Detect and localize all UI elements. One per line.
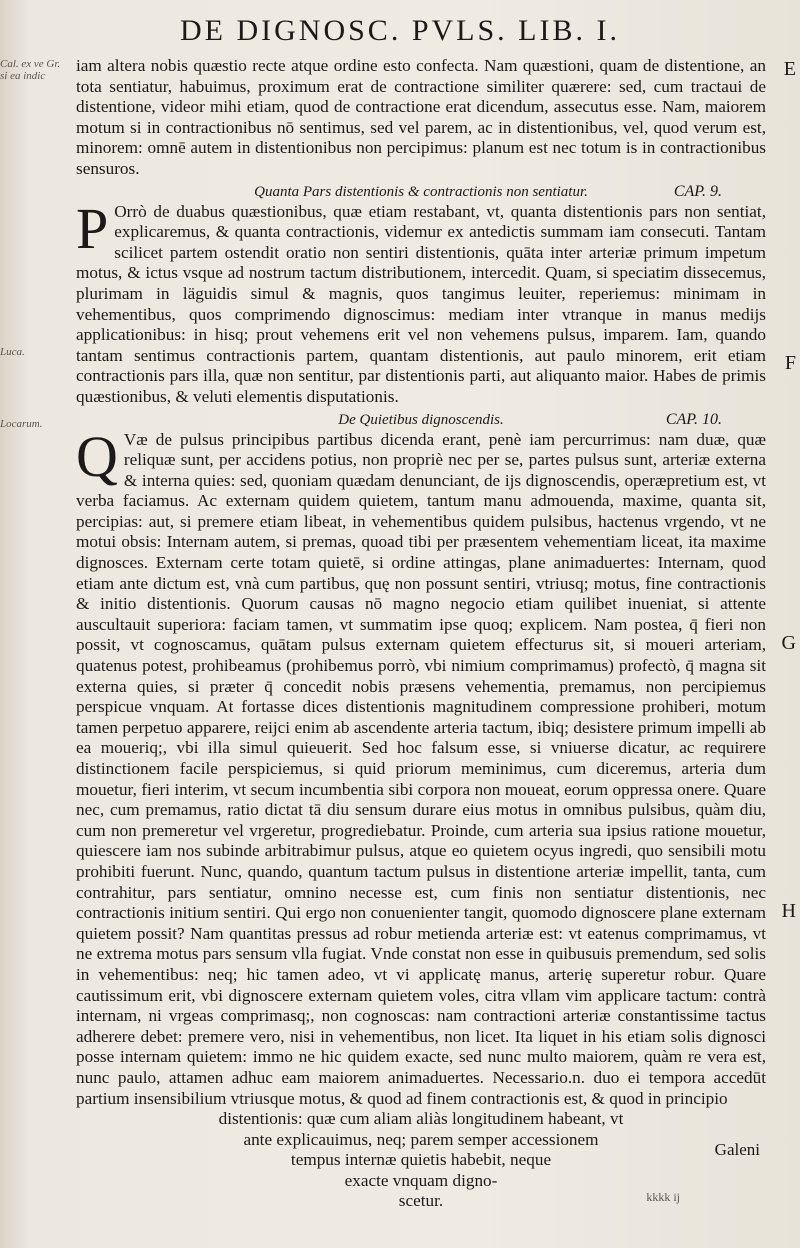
margin-note-1: Cal. ex ve Gr. si ea indic (0, 58, 61, 82)
chapter-10-heading: De Quietibus dignoscendis. (338, 411, 504, 428)
chapter-9-heading: Quanta Pars distentionis & contractionis non sentiatur. (254, 183, 588, 200)
paragraph-section1: iam altera nobis quæstio recte atque ordine esto confecta. Nam quæstioni, quam de distentione, an tota sentiatur, habuimus, proximum erat de contractione similiter quærere: sed, cum tractaui de distentione, videor mihi etiam, quod de contractione erat dicendum, assecutus esse. Nam, maiorem motum si in contractionibus nō sentimus, sed vel parem, ac in distentionibus, vel, quod verum est, minorem: omnē autem in distentionibus non percipimus: planum est nec totum is in contractionibus sensuros. (76, 56, 766, 178)
tail-line-5: scetur. (398, 1191, 444, 1211)
catchword: Galeni (714, 1140, 760, 1159)
margin-letter-f: F (784, 352, 796, 374)
page-header: DE DIGNOSC. PVLS. LIB. I. (179, 14, 620, 47)
chapter-9-heading-row (76, 182, 766, 202)
chapter-10-heading-row (76, 410, 766, 430)
paragraph-chapter-10 (76, 423, 766, 1110)
tail-line-1: distentionis: quæ cum aliam aliàs longitudinem habeant, vt (218, 1109, 624, 1129)
dropcap-q: Q (76, 423, 118, 489)
dropcap-p: P (76, 195, 109, 261)
chapter-9-text: Orrò de duabus quæstionibus, quæ etiam restabant, vt, quanta distentionis pars non sentiat, explicaremus, & quanta contractionis, videmur ex antedictis summam iam consecuti. Tantam scilicet partem ostendit oratio non sentiri distentionis, quāta inter arteriæ primum impetum motus, & ictus vsque ad nostrum tactum distributionem, intercedit. Quam, si speciatim dissecemus, plurimam in läguidis simul & magnis, quos tangimus leuiter, reperiemus: minimam in vehementibus, quos comprimendo dignoscimus: mediam inter vtranque in manus medijs applicationibus: in hisq; prout vehemens erit vel non vehemens pulsus, imparem. Iam, quando tantam sentimus contractionis partem, quantam distentionis, aut paulo minorem, erit etiam contractionis pars illa, quæ non sentitur, par distentionis parti, aut aliquanto maior. Habes de primis quæstionibus, & veluti elementis disputationis. (76, 201, 766, 406)
margin-letter-g: G (781, 632, 796, 654)
tail-line-3: tempus internæ quietis habebit, neque (290, 1150, 552, 1170)
margin-note-2: Luca. (0, 346, 25, 358)
margin-letter-e: E (783, 58, 796, 80)
paragraph-chapter-9 (76, 195, 766, 408)
chapter-10-text: Væ de pulsus principibus partibus dicenda erant, penè iam percurrimus: nam duæ, quæ reliquæ sunt, per accidens potius, non propriè nec per se, partes pulsus sunt, arteriæ externa & interna quies: sed, quoniam quædam denunciant, de ijs dignoscendis, operæpretium est, vt verba faciamus. Ac externam quidem quietem, tantum manu admouenda, maxime, quanta sit, percipias: aut, si premere etiam libeat, in vehementibus quidem pulsibus, hactenus vrgendo, vt ne motui obsis: Internam autem, si premas, quoad tibi per præsentem vehementiam liceat, ita maxime dignosces. Externam certe totam quietē, si ordine attingas, plane animaduertes: Internam, quod etiam ante dictum est, vnà cum partibus, quę non possunt sentiri, vtriusq; motus, fine contractionis & initio distentionis. Quorum causas nō magno negocio etiam quilibet inueniat, si attente auscultauit superiora: faciam tamen, vt summatim ipse quoq; explicem. Nam postea, q̄ fieri non possit, vt cognoscamus, quātam pulsus externam quietem effecturus sit, si moueri arteriam, quatenus potest, prohibeamus (prohibemus porrò, vbi nimium comprimamus) profectò, q̄ magna sit externa quies, si præter q̄ concedit nobis præsens vehementia, premamus, non percipiemus perspicue vnquam. At fortasse dices distentionis magnitudinem compressione prohiberi, motum tamen perpetuo apparere, reijci enim ab ascendente arteria tactum, ibiq; desistere primum impelli ab ea moueriq;, vbi illa simul quieuerit. Sed hoc falsum esse, si vniuerse dicatur, ac requirere distinctionem facile perspiciemus, si quid priorum meminimus, cum diceremus, arteria dum mouetur, fieri interim, vt secum incumbentia sibi corpora non moueat, eorum oppressa onere. Quare nec, cum premamus, ratio dictat tā diu sensum durare eius motus in omnibus pulsibus, quàm diu, cum non premeretur vel vrgeretur, progrediebatur. Proinde, cum arteria sua ipsius ratione mouetur, quiescere iam nos subinde arbitrabimur pulsus, atque eo quietem ocyus ingredi, quo sensibili motu prohibiti fuerunt. Nunc, quando, quantum tactum pulsus in distentione arteriæ impellit, tanta, cum contrahitur, pars sentiatur, omnino necesse est, cum finis non sentiatur distentionis, nec contractionis initium sentiri. Qui ergo non conuenienter tangit, quomodo dignoscere plane externam quietem possit? Nam quantitas pressus ad robur metienda arteriæ est: vt eatenus comprimamus, vt ne extrema motus pars sensum vlla fugiat. Vnde constat non esse in quibusuis premendum, sed solis in vehementibus: neq; hic tamen adeo, vt vi applicatę manus, arterię superetur robur. Quare cautissimum erit, vbi dignoscere externam quietem voles, citra vllam vim applicare tactum: contrà internam, ni vrgeas comprimasq;, non cognoscas: nam contractioni arteriæ constantissime tactus adherere debet: premere vero, nisi in vehementibus, non licet. Ita liquet in his etiam solis dignosci posse internam quietem: immo ne hic quidem exacte, sed nunc multo maiorem, quàm re vera est, nunc paulo, attamen adhuc eam maiorem animaduertes. Necessario.n. duo ei tempora accedūt partium insensibilium vtriusque motus, & quod ad finem contractionis est, & quod in principio (76, 429, 766, 1108)
signature-mark: kkkk ij (646, 1190, 680, 1204)
tail-line-2: ante explicauimus, neq; parem semper accessionem (243, 1129, 599, 1149)
margin-letter-h: H (781, 900, 796, 922)
chapter-10-number: CAP. 10. (665, 410, 722, 428)
margin-note-3: Locarum. (0, 418, 43, 430)
tail-line-4: exacte vnquam digno- (344, 1170, 498, 1190)
body-text (76, 56, 766, 1212)
chapter-9-number: CAP. 9. (673, 182, 722, 200)
